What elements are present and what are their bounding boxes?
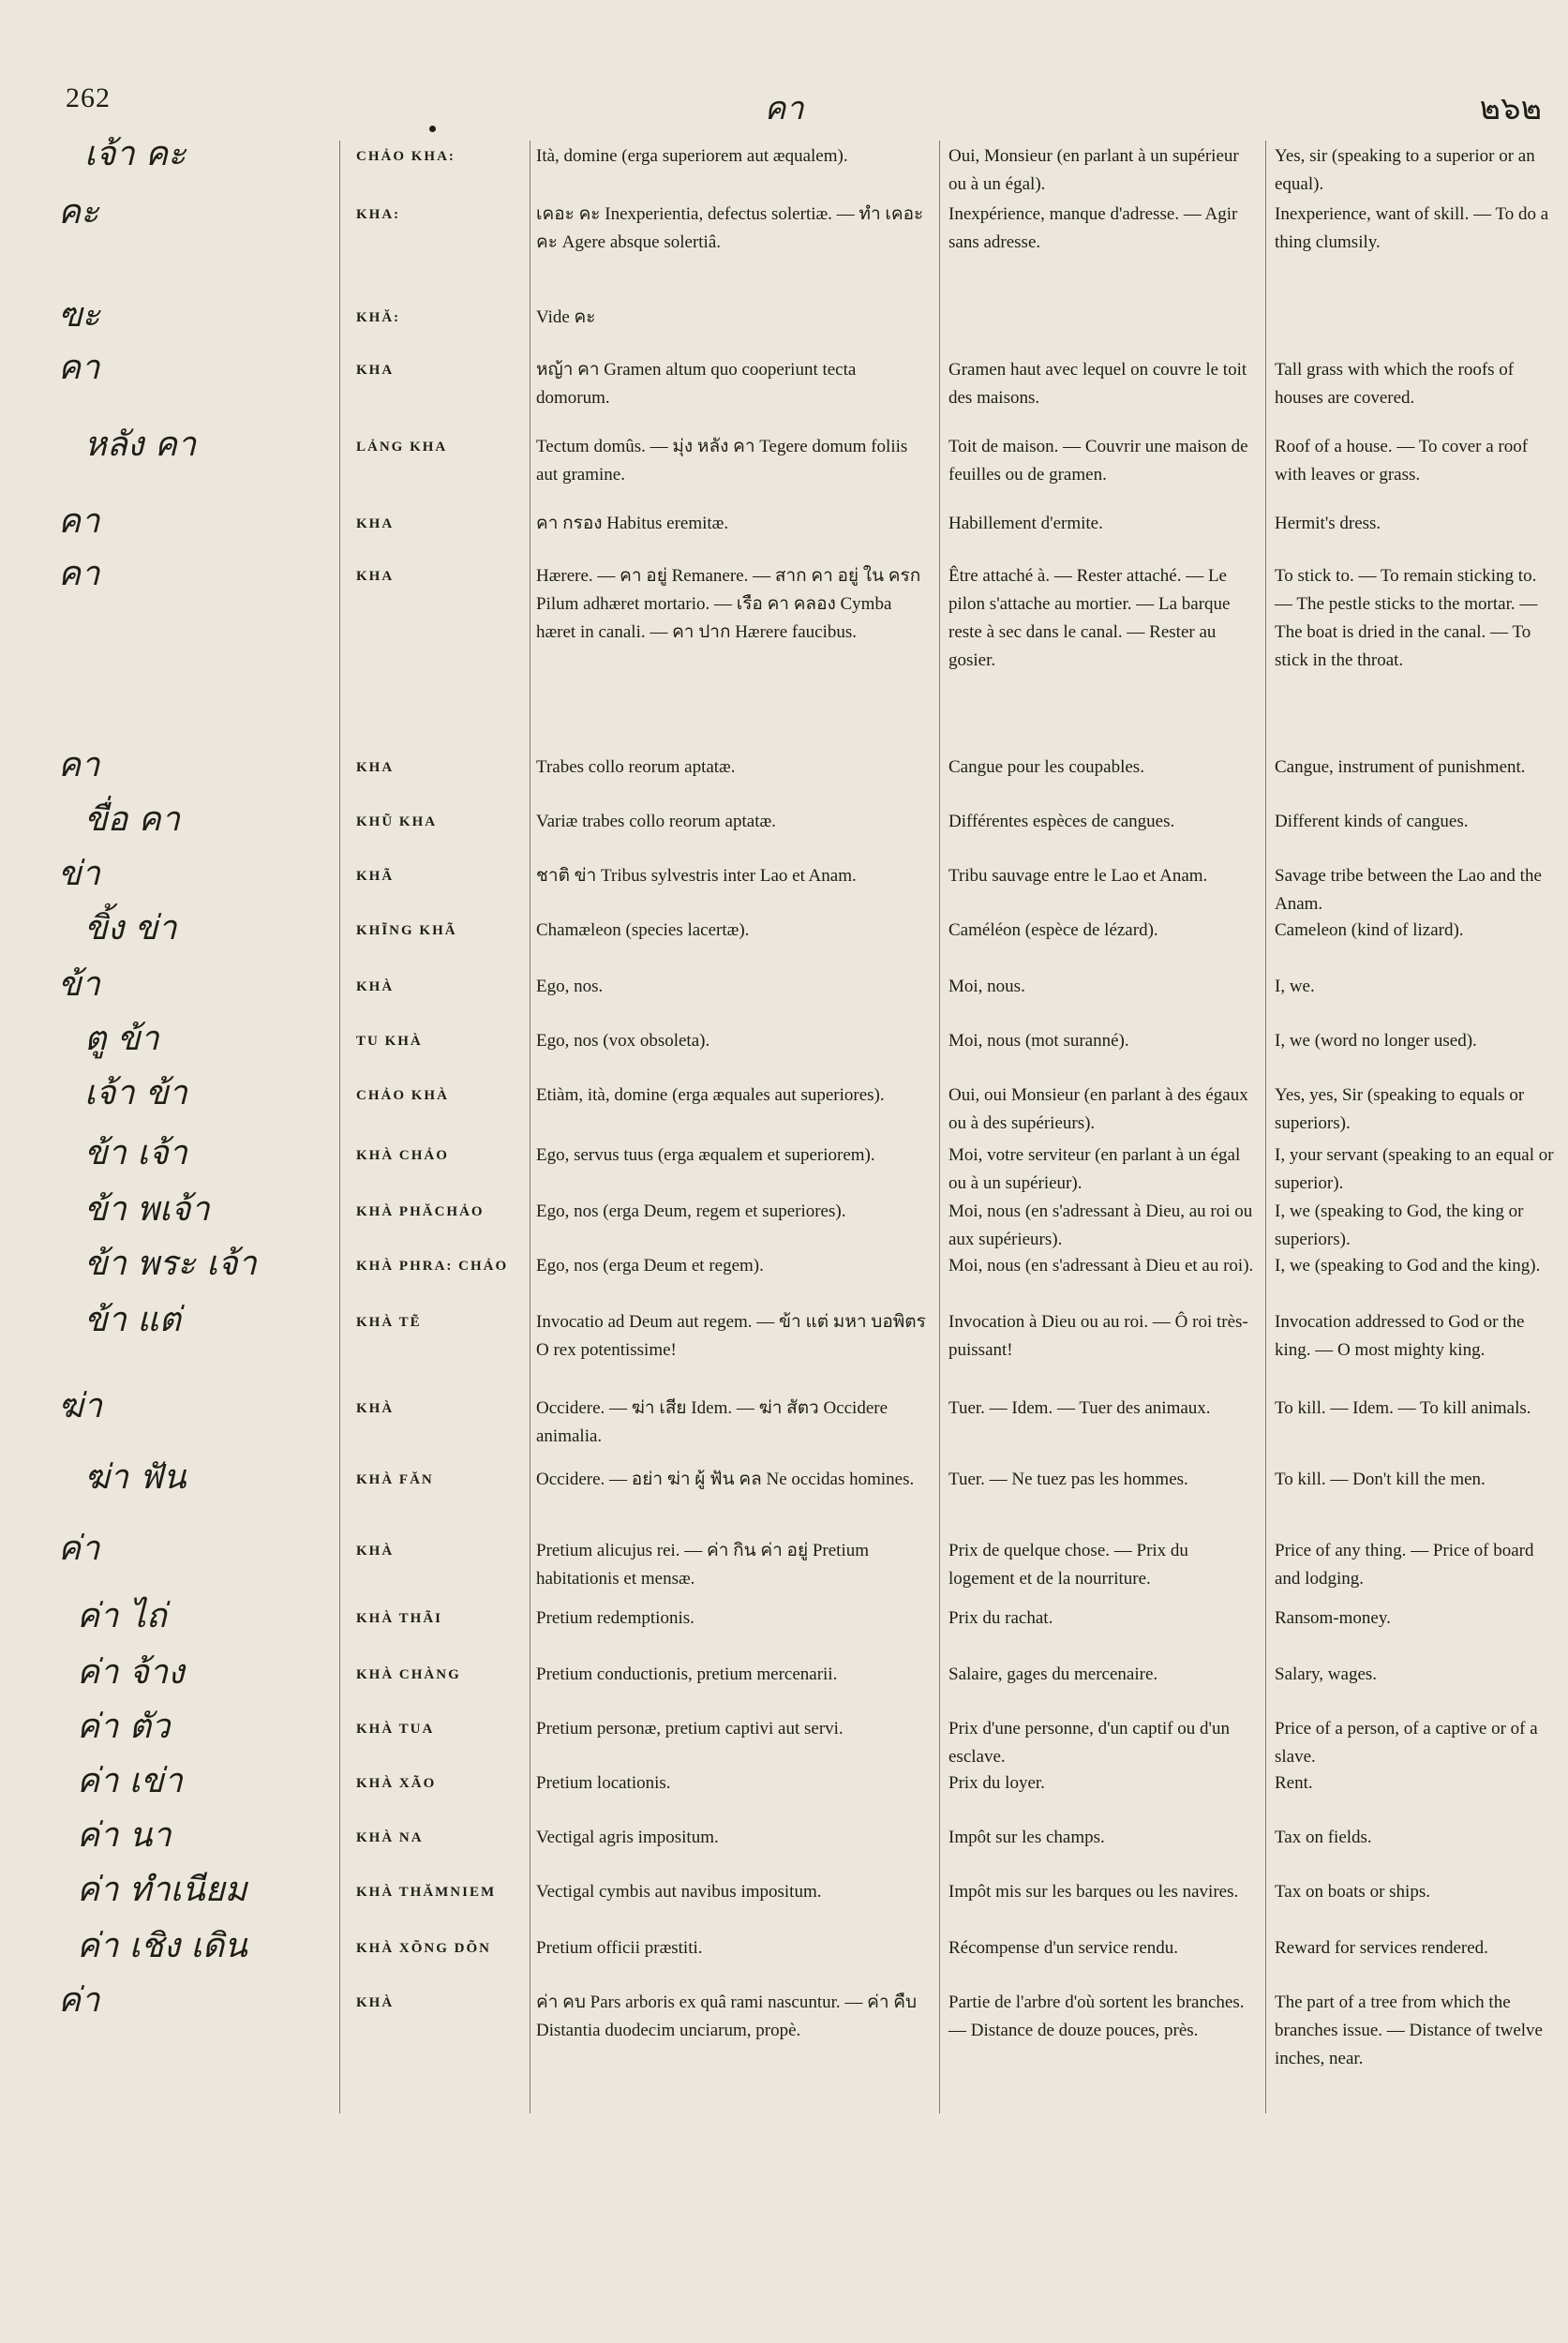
english-definition: I, we (speaking to God and the king). [1275,1256,1541,1276]
french-definition: Invocation à Dieu ou au roi. — Ô roi très-puissant! [948,1312,1248,1360]
french-definition: Partie de l'arbre d'où sortent les branches. — Distance de douze pouces, près. [948,1992,1245,2040]
thai-headword: ข้า พเจ้า [84,1190,210,1229]
romanization: KHA [356,569,395,584]
english-definition: Roof of a house. — To cover a roof with leaves or grass. [1275,437,1529,485]
guide-word: คา [764,90,804,127]
thai-headword: ค่า จ้าง [77,1653,185,1692]
romanization: KHŨ KHA [356,814,438,829]
english-definition: Hermit's dress. [1275,514,1381,533]
french-definition: Moi, nous (en s'adressant à Dieu, au roi ou aux supérieurs). [948,1201,1253,1249]
english-definition: To kill. — Idem. — To kill animals. [1275,1398,1531,1418]
french-definition: Oui, oui Monsieur (en parlant à des égaux ou à des supérieurs). [948,1085,1248,1133]
romanization: KHA: [356,207,401,222]
french-definition: Toit de maison. — Couvrir une maison de feuilles ou de gramen. [948,437,1248,485]
latin-definition: Etiàm, ità, domine (erga æquales aut superiores). [536,1085,885,1105]
french-definition: Inexpérience, manque d'adresse. — Agir sans adresse. [948,204,1238,252]
latin-definition: Hærere. — คา อยู่ Remanere. — สาก คา อยู่ ใน ครก Pilum adhæret mortario. — เรือ คา คลอง Cymba hæret in canali. — คา ปาก Hærere faucibus. [536,566,921,642]
romanization: KHÀ CHÀNG [356,1667,461,1682]
english-definition: Cangue, instrument of punishment. [1275,757,1526,777]
english-definition: Reward for services rendered. [1275,1938,1488,1958]
thai-headword: ค่า เข่า [77,1762,183,1800]
thai-headword: ค่า [58,1530,100,1568]
english-definition: The part of a tree from which the branches issue. — Distance of twelve inches, near. [1275,1992,1543,2068]
romanization: KHÀ NA [356,1830,424,1845]
romanization: KHÀ THĂMNIEM [356,1885,497,1900]
latin-definition: Pretium alicujus rei. — ค่า กิน ค่า อยู่ Pretium habitationis et mensæ. [536,1541,870,1589]
thai-headword: ฆ่า ฟัน [84,1458,187,1497]
french-definition: Moi, nous. [948,977,1025,996]
latin-definition: หญ้า คา Gramen altum quo cooperiunt tecta domorum. [536,360,857,408]
english-definition: To kill. — Don't kill the men. [1275,1470,1486,1489]
english-definition: I, we (word no longer used). [1275,1031,1477,1051]
latin-definition: Occidere. — อย่า ฆ่า ผู้ ฟัน คล Ne occidas homines. [536,1470,915,1489]
thai-headword: เจ้า คะ [84,135,187,173]
latin-definition: Variæ trabes collo reorum aptatæ. [536,812,776,831]
romanization: KHÀ PHĂCHẢO [356,1204,485,1219]
thai-headword: ข่า [58,855,100,893]
thai-headword: ค่า ไถ่ [77,1597,167,1635]
latin-definition: คา กรอง Habitus eremitæ. [536,514,729,533]
thai-headword: ฃะ [58,296,100,335]
romanization: KHÀ THÃI [356,1611,442,1626]
thai-headword: ข้า พระ เจ้า [84,1245,257,1283]
french-definition: Prix du loyer. [948,1773,1045,1793]
french-definition: Moi, nous (mot suranné). [948,1031,1129,1051]
latin-definition: Vectigal agris impositum. [536,1828,719,1847]
english-definition: Different kinds of cangues. [1275,812,1469,831]
page-number-left: 262 [66,82,111,113]
english-definition: To stick to. — To remain sticking to. — The pestle sticks to the mortar. — The boat is dried in the canal. — To stick in the throat. [1275,566,1538,670]
french-definition: Impôt sur les champs. [948,1828,1105,1847]
romanization: KHÃ [356,869,395,884]
latin-definition: Tectum domûs. — มุ่ง หลัง คา Tegere domum foliis aut gramine. [536,437,908,485]
french-definition: Oui, Monsieur (en parlant à un supérieur ou à un égal). [948,146,1239,194]
french-definition: Être attaché à. — Rester attaché. — Le pilon s'attache au mortier. — La barque reste à sec dans le canal. — Rester au gosier. [948,566,1231,670]
thai-headword: คา [58,349,100,387]
latin-definition: ค่า คบ Pars arboris ex quâ rami nascuntur. — ค่า คืบ Distantia duodecim unciarum, propè. [536,1992,918,2040]
english-definition: Ransom-money. [1275,1608,1391,1628]
french-definition: Gramen haut avec lequel on couvre le toit des maisons. [948,360,1247,408]
romanization: KHA [356,760,395,775]
english-definition: Salary, wages. [1275,1664,1378,1684]
latin-definition: Pretium redemptionis. [536,1608,694,1628]
latin-definition: Vide คะ [536,307,596,327]
latin-definition: Trabes collo reorum aptatæ. [536,757,736,777]
latin-definition: Ego, nos (erga Deum, regem et superiores). [536,1201,846,1221]
romanization: LẢNG KHA [356,440,448,455]
thai-headword: ค่า ตัว [77,1708,171,1746]
english-definition: Invocation addressed to God or the king. — O most mighty king. [1275,1312,1525,1360]
french-definition: Moi, votre serviteur (en parlant à un égal ou à un supérieur). [948,1145,1241,1193]
french-definition: Impôt mis sur les barques ou les navires. [948,1882,1239,1902]
thai-headword: เจ้า ข้า [84,1074,187,1112]
romanization: KHÀ TẼ [356,1315,422,1330]
english-definition: Price of a person, of a captive or of a slave. [1275,1719,1538,1767]
english-definition: Price of any thing. — Price of board and lodging. [1275,1541,1534,1589]
romanization: KHÀ [356,1544,395,1559]
latin-definition: Chamæleon (species lacertæ). [536,920,750,940]
french-definition: Prix d'une personne, d'un captif ou d'un esclave. [948,1719,1230,1767]
french-definition: Prix du rachat. [948,1608,1053,1628]
romanization: KHA [356,363,395,378]
entries-table [0,135,1568,2113]
thai-headword: ค่า [58,1981,100,2020]
thai-headword: ตู ข้า [84,1020,159,1058]
thai-headword: ค่า นา [77,1816,172,1855]
thai-headword: ข้า [58,965,100,1004]
latin-definition: Occidere. — ฆ่า เสีย Idem. — ฆ่า สัตว Occidere animalia. [536,1398,889,1446]
english-definition: I, your servant (speaking to an equal or superior). [1275,1145,1554,1193]
romanization: CHẢO KHÀ [356,1088,449,1103]
romanization: KHÀ PHRA: CHẢO [356,1259,509,1274]
french-definition: Récompense d'un service rendu. [948,1938,1179,1958]
romanization: KHĂ: [356,310,401,325]
romanization: KHÀ FĂN [356,1472,434,1487]
thai-headword: ค่า เชิง เดิน [77,1927,247,1965]
latin-definition: Vectigal cymbis aut navibus impositum. [536,1882,822,1902]
french-definition: Habillement d'ermite. [948,514,1103,533]
thai-headword: คา [58,746,100,784]
english-definition: I, we (speaking to God, the king or superiors). [1275,1201,1524,1249]
romanization: KHÀ XÃO [356,1776,437,1791]
french-definition: Tuer. — Idem. — Tuer des animaux. [948,1398,1211,1418]
thai-headword: คา [58,555,100,593]
latin-definition: Pretium locationis. [536,1773,671,1793]
french-definition: Salaire, gages du mercenaire. [948,1664,1158,1684]
latin-definition: Ego, nos (erga Deum et regem). [536,1256,764,1276]
page-number-right: ๒๖๒ [1479,90,1542,127]
english-definition: Rent. [1275,1773,1313,1793]
romanization: KHĨNG KHÃ [356,923,457,938]
english-definition: Yes, yes, Sir (speaking to equals or superiors). [1275,1085,1525,1133]
latin-definition: Invocatio ad Deum aut regem. — ข้า แต่ มหา บอพิตร O rex potentissime! [536,1312,926,1360]
latin-definition: ชาติ ข่า Tribus sylvestris inter Lao et Anam. [536,866,857,886]
french-definition: Différentes espèces de cangues. [948,812,1175,831]
thai-headword: ข้า เจ้า [84,1134,187,1172]
latin-definition: Ità, domine (erga superiorem aut æqualem). [536,146,848,166]
french-definition: Tuer. — Ne tuez pas les hommes. [948,1470,1188,1489]
french-definition: Prix de quelque chose. — Prix du logement et de la nourriture. [948,1541,1188,1589]
thai-headword: ฆ่า [58,1387,102,1425]
english-definition: Tax on fields. [1275,1828,1372,1847]
english-definition: Tax on boats or ships. [1275,1882,1430,1902]
english-definition: Cameleon (kind of lizard). [1275,920,1464,940]
english-definition: I, we. [1275,977,1315,996]
french-definition: Cangue pour les coupables. [948,757,1144,777]
french-definition: Caméléon (espèce de lézard). [948,920,1158,940]
romanization: KHÀ XÕNG DÕN [356,1941,491,1956]
thai-headword: หลัง คา [84,425,197,464]
latin-definition: เคอะ คะ Inexperientia, defectus solertiæ. — ทำ เคอะ คะ Agere absque solertiâ. [536,204,924,252]
thai-headword: ข้า แต่ [84,1301,181,1339]
english-definition: Inexperience, want of skill. — To do a thing clumsily. [1275,204,1549,252]
english-definition: Tall grass with which the roofs of houses are covered. [1275,360,1515,408]
latin-definition: Pretium officii præstiti. [536,1938,703,1958]
romanization: CHẢO KHA: [356,149,455,164]
english-definition: Savage tribe between the Lao and the Anam. [1275,866,1542,914]
latin-definition: Pretium personæ, pretium captivi aut servi. [536,1719,844,1739]
romanization: KHÀ [356,979,395,994]
romanization: KHÀ [356,1401,395,1416]
romanization: KHÀ CHẢO [356,1148,449,1163]
latin-definition: Ego, servus tuus (erga æqualem et superiorem). [536,1145,875,1165]
english-definition: Yes, sir (speaking to a superior or an equal). [1275,146,1535,194]
thai-headword: คะ [58,193,99,231]
thai-headword: ค่า ทำเนียม [77,1871,247,1909]
romanization: KHA [356,516,395,531]
romanization: TU KHÀ [356,1034,423,1049]
french-definition: Moi, nous (en s'adressant à Dieu et au roi). [948,1256,1254,1276]
ink-dot [429,126,436,132]
latin-definition: Pretium conductionis, pretium mercenarii. [536,1664,838,1684]
thai-headword: ขิ้ง ข่า [84,909,177,948]
french-definition: Tribu sauvage entre le Lao et Anam. [948,866,1208,886]
thai-headword: คา [58,502,100,541]
latin-definition: Ego, nos (vox obsoleta). [536,1031,710,1051]
romanization: KHÀ [356,1995,395,2010]
thai-headword: ขื่อ คา [84,800,180,839]
latin-definition: Ego, nos. [536,977,604,996]
romanization: KHÀ TUA [356,1722,435,1737]
